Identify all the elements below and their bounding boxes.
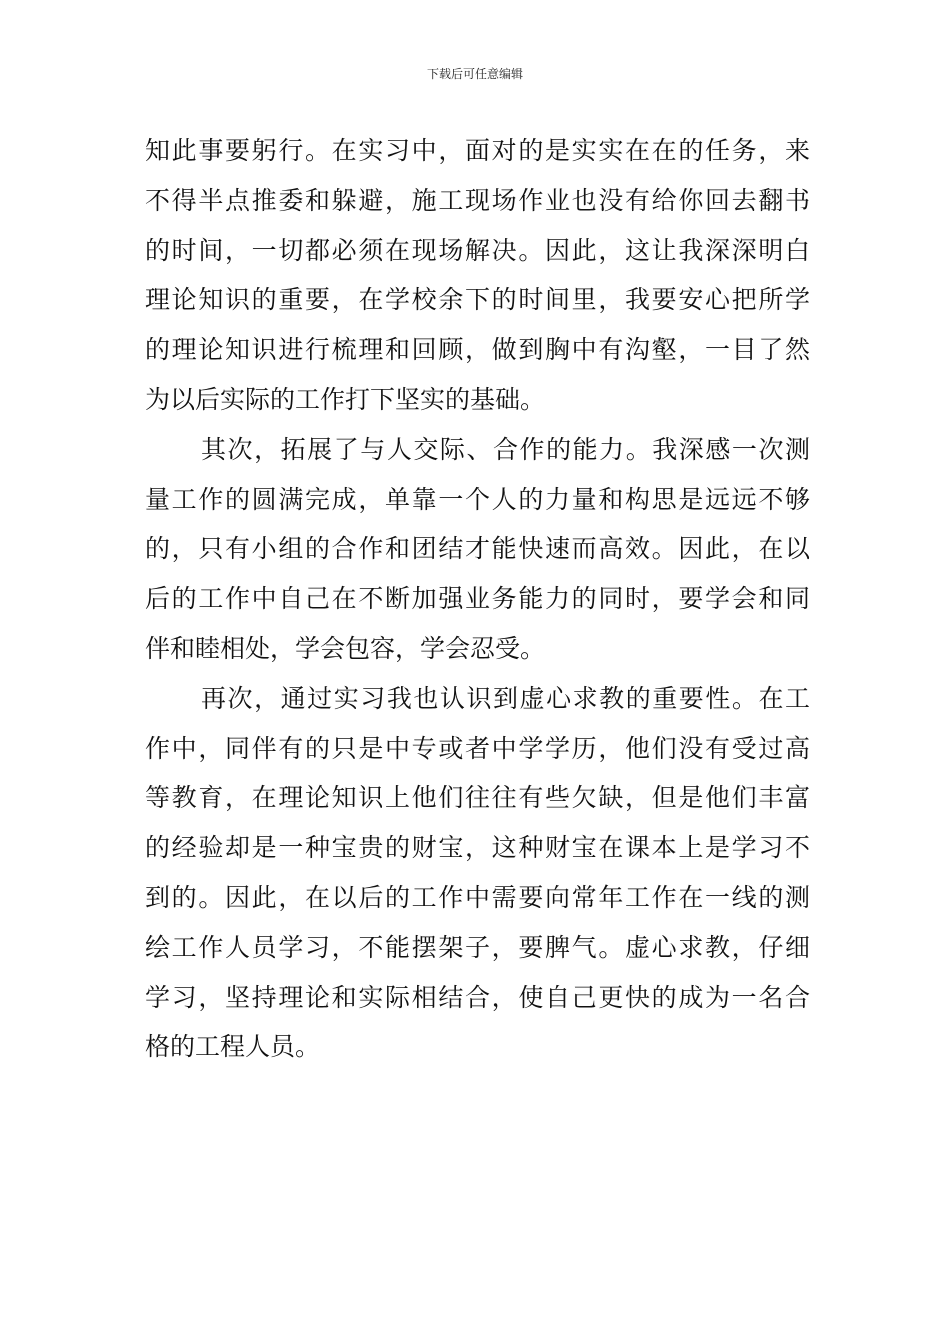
page-header: 下载后可任意编辑 — [426, 67, 523, 81]
text-line: 为以后实际的工作打下坚实的基础。 — [145, 384, 546, 414]
text-line: 知此事要躬行。在实习中，面对的是实实在在的任务，来 — [145, 136, 810, 165]
text-line: 绘工作人员学习，不能摆架子，要脾气。虚心求教，仔细 — [145, 932, 810, 962]
paragraph — [145, 674, 810, 1072]
paragraph — [145, 425, 810, 674]
text-line: 后的工作中自己在不断加强业务能力的同时，要学会和同 — [145, 584, 810, 614]
text-line: 到的。因此，在以后的工作中需要向常年工作在一线的测 — [145, 882, 810, 912]
text-line: 学习，坚持理论和实际相结合，使自己更快的成为一名合 — [145, 982, 810, 1012]
text-line: 的经验却是一种宝贵的财宝，这种财宝在课本上是学习不 — [145, 833, 810, 863]
text-line: 作中，同伴有的只是中专或者中学学历，他们没有受过高 — [145, 733, 810, 763]
text-line: 再次，通过实习我也认识到虚心求教的重要性。在工 — [201, 683, 810, 713]
text-line: 理论知识的重要，在学校余下的时间里，我要安心把所学 — [145, 285, 810, 315]
text-line: 格的工程人员。 — [145, 1032, 321, 1062]
text-line: 的，只有小组的合作和团结才能快速而高效。因此，在以 — [145, 534, 810, 564]
document-body — [145, 126, 810, 1072]
text-line: 不得半点推委和躲避，施工现场作业也没有给你回去翻书 — [145, 185, 810, 215]
text-line: 伴和睦相处，学会包容，学会忍受。 — [145, 633, 546, 663]
text-line: 量工作的圆满完成，单靠一个人的力量和构思是远远不够 — [145, 484, 810, 514]
text-line: 其次，拓展了与人交际、合作的能力。我深感一次测 — [201, 434, 810, 464]
text-line: 的理论知识进行梳理和回顾，做到胸中有沟壑，一目了然 — [145, 335, 810, 365]
text-line: 等教育，在理论知识上他们往往有些欠缺，但是他们丰富 — [145, 783, 810, 813]
paragraph — [145, 126, 810, 425]
text-line: 的时间，一切都必须在现场解决。因此，这让我深深明白 — [145, 235, 810, 265]
